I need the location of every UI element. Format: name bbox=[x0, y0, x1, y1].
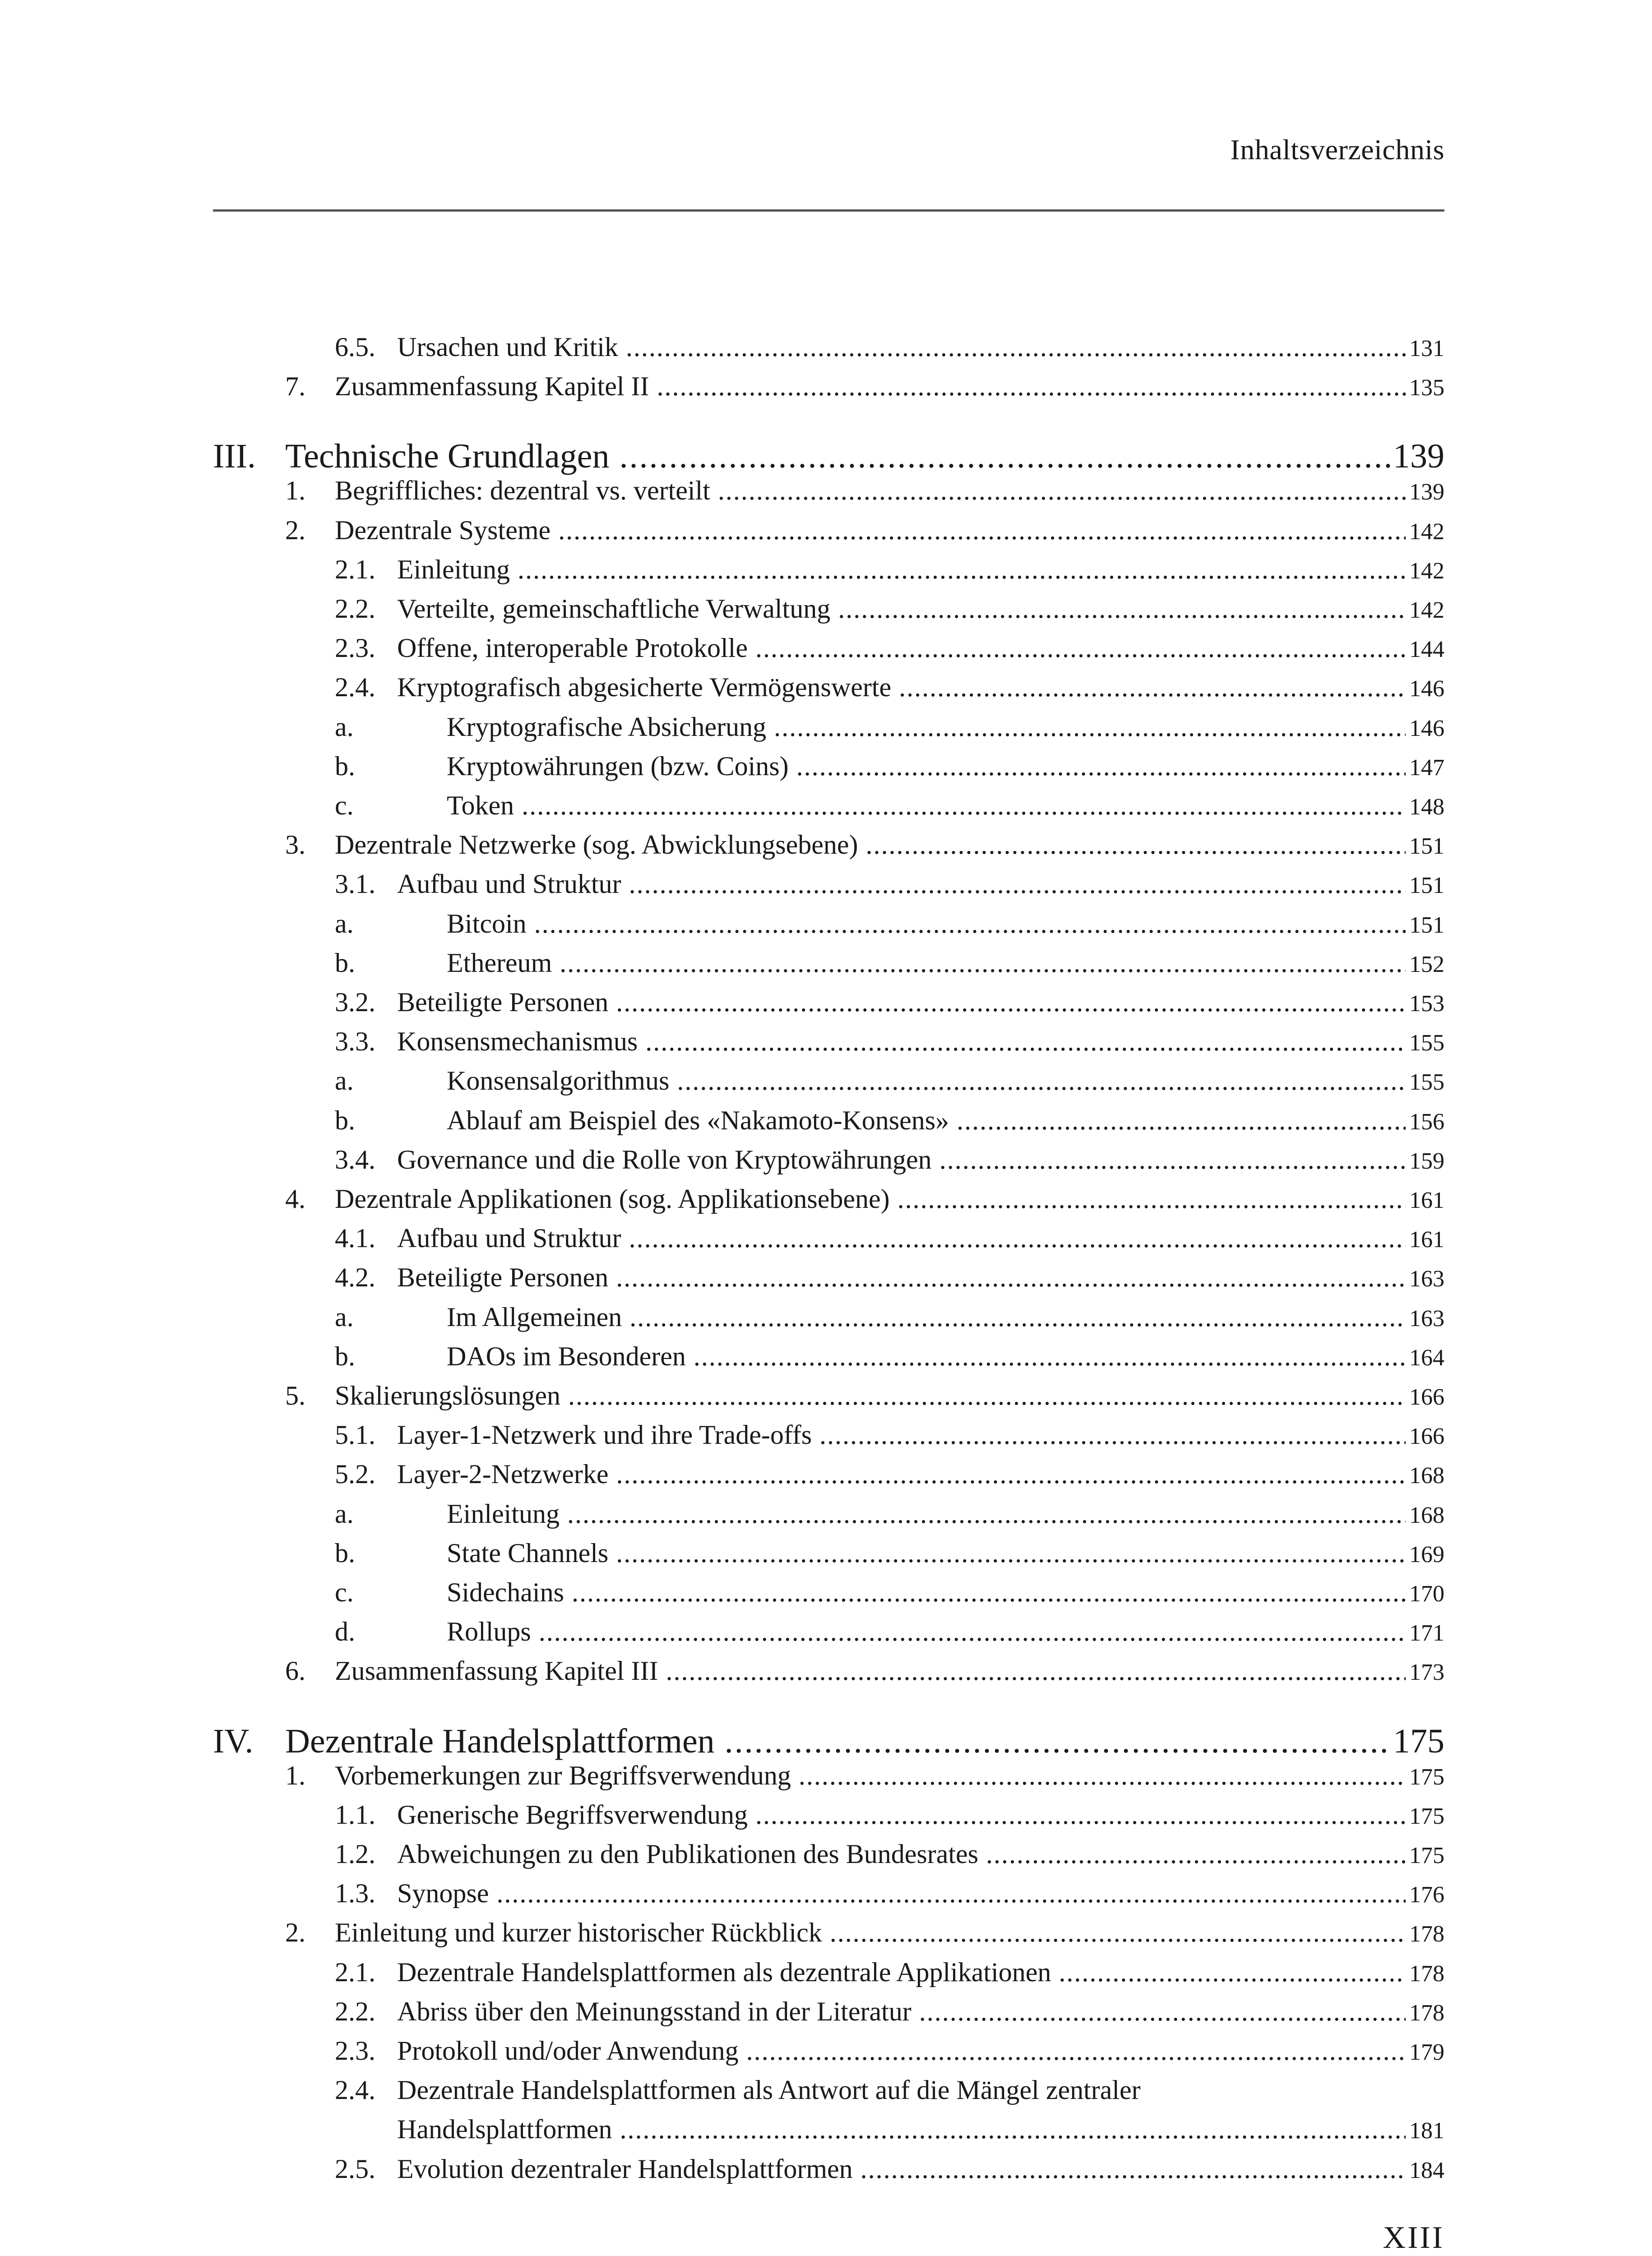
toc-entry-number: 1. bbox=[285, 1760, 305, 1790]
toc-entry bbox=[213, 2151, 1444, 2188]
toc-entry-title bbox=[335, 1181, 1406, 1216]
toc-entry-number: 6. bbox=[285, 1656, 305, 1686]
toc-entry-page: 156 bbox=[1409, 1109, 1444, 1135]
toc-entry-number: a. bbox=[335, 712, 354, 742]
toc-entry-page: 135 bbox=[1409, 375, 1444, 401]
toc-entry bbox=[213, 552, 1444, 589]
toc-entry-title bbox=[397, 552, 1406, 587]
toc-entry-title bbox=[397, 1994, 1406, 2029]
toc-entry-title bbox=[447, 1299, 1406, 1335]
toc-entry-number: 5.2. bbox=[335, 1459, 375, 1489]
toc-entry bbox=[213, 827, 1444, 864]
toc-entry-title-text: Aufbau und Struktur bbox=[397, 869, 621, 899]
toc-entry-page: 144 bbox=[1409, 637, 1444, 663]
toc-entry-title-text: Kryptowährungen (bzw. Coins) bbox=[447, 751, 789, 781]
toc-entry-title-text: Offene, interoperable Protokolle bbox=[397, 633, 748, 663]
toc-entry-title bbox=[397, 329, 1406, 365]
toc-entry-title bbox=[397, 2112, 1406, 2147]
toc-entry-title-text: Kryptografische Absicherung bbox=[447, 712, 767, 742]
toc-entry-page: 168 bbox=[1409, 1502, 1444, 1528]
toc-entry-title-text: Synopse bbox=[397, 1878, 489, 1909]
toc-entry-page: 169 bbox=[1409, 1541, 1444, 1567]
toc-entry-title bbox=[335, 1378, 1406, 1413]
toc-entry bbox=[213, 1378, 1444, 1415]
toc-entry-number: 3.4. bbox=[335, 1144, 375, 1174]
toc-entry-title bbox=[397, 630, 1406, 666]
toc-entry-title-text: DAOs im Besonderen bbox=[447, 1341, 686, 1371]
toc-entry bbox=[213, 1994, 1444, 2031]
toc-entry-number: 2.3. bbox=[335, 633, 375, 663]
toc-entry-page: 146 bbox=[1409, 676, 1444, 702]
toc-entry-title bbox=[447, 1063, 1406, 1098]
toc-entry-page: 153 bbox=[1409, 991, 1444, 1017]
toc-entry-title-text: Handelsplattformen bbox=[397, 2114, 612, 2145]
toc-entry-number: 2.3. bbox=[335, 2036, 375, 2066]
toc-entry bbox=[213, 591, 1444, 628]
toc-entry-title bbox=[397, 866, 1406, 901]
toc-entry-number: 1.3. bbox=[335, 1878, 375, 1909]
toc-entry bbox=[213, 1955, 1444, 1992]
toc-chapter-entry bbox=[213, 1721, 1444, 1761]
toc-entry-title-text: Dezentrale Systeme bbox=[335, 515, 551, 545]
toc-entry bbox=[213, 1417, 1444, 1454]
toc-entry-number: a. bbox=[335, 1066, 354, 1096]
toc-entry-title bbox=[397, 1260, 1406, 1295]
toc-entry bbox=[213, 1063, 1444, 1100]
toc-entry bbox=[213, 985, 1444, 1022]
toc-entry bbox=[213, 1299, 1444, 1336]
toc-entry-number: c. bbox=[335, 791, 354, 820]
toc-entry-page: 170 bbox=[1409, 1581, 1444, 1607]
toc-entry-title bbox=[285, 1721, 1391, 1761]
toc-entry-number: b. bbox=[335, 1341, 355, 1371]
toc-entry-number: IV. bbox=[213, 1722, 254, 1760]
toc-entry-title-text: Ursachen und Kritik bbox=[397, 332, 618, 362]
toc-entry-page: 175 bbox=[1409, 1843, 1444, 1868]
toc-entry bbox=[213, 1142, 1444, 1179]
toc-entry-title-text: Verteilte, gemeinschaftliche Verwaltung bbox=[397, 594, 831, 624]
running-header: Inhaltsverzeichnis bbox=[1230, 134, 1444, 166]
toc-entry-title-text: Ablauf am Beispiel des «Nakamoto-Konsens» bbox=[447, 1105, 949, 1135]
toc-entry-number: 1.2. bbox=[335, 1839, 375, 1869]
toc-entry bbox=[213, 1614, 1444, 1651]
toc-entry-title bbox=[335, 1758, 1406, 1793]
toc-entry-page: 161 bbox=[1409, 1188, 1444, 1213]
toc-entry-number: a. bbox=[335, 1498, 354, 1529]
toc-entry-number: 4. bbox=[285, 1184, 305, 1214]
toc-entry-number: 2.4. bbox=[335, 2075, 375, 2105]
toc-entry-number: 2.4. bbox=[335, 672, 375, 703]
toc-entry-page: 166 bbox=[1409, 1424, 1444, 1450]
toc-entry-title-text: Sidechains bbox=[447, 1577, 564, 1607]
toc-entry-title bbox=[397, 2151, 1406, 2187]
toc-entry-title bbox=[335, 513, 1406, 548]
toc-entry bbox=[213, 1575, 1444, 1612]
toc-entry-page: 151 bbox=[1409, 912, 1444, 938]
toc-entry-page: 179 bbox=[1409, 2039, 1444, 2065]
toc-entry-number: 5.1. bbox=[335, 1420, 375, 1450]
toc-entry-page: 173 bbox=[1409, 1660, 1444, 1686]
toc-entry bbox=[213, 1496, 1444, 1533]
toc-entry-title bbox=[397, 1797, 1406, 1832]
toc-entry-page: 155 bbox=[1409, 1069, 1444, 1096]
toc-entry-title-text: Einleitung bbox=[397, 554, 510, 584]
toc-entry-page: 131 bbox=[1409, 336, 1444, 361]
toc-entry-number: 3. bbox=[285, 830, 305, 860]
toc-entry-title bbox=[447, 709, 1406, 744]
toc-entry-title bbox=[447, 906, 1406, 941]
toc-entry bbox=[213, 1535, 1444, 1572]
toc-entry bbox=[213, 1456, 1444, 1493]
toc-entry-number: 2.1. bbox=[335, 1957, 375, 1987]
toc-entry-page: 151 bbox=[1409, 833, 1444, 860]
toc-entry-title-text: Protokoll und/oder Anwendung bbox=[397, 2036, 739, 2066]
toc-entry-title-text: Governance und die Rolle von Kryptowährungen bbox=[397, 1144, 932, 1174]
toc-entry bbox=[213, 749, 1444, 786]
toc-entry bbox=[213, 670, 1444, 707]
toc-entry-page: 139 bbox=[1393, 437, 1444, 476]
toc-entry-page: 146 bbox=[1409, 715, 1444, 741]
toc-entry bbox=[213, 945, 1444, 982]
toc-entry-number: 1. bbox=[285, 476, 305, 506]
toc-entry bbox=[213, 1024, 1444, 1061]
toc-entry bbox=[213, 906, 1444, 943]
toc-entry-title bbox=[447, 1339, 1406, 1374]
toc-entry-page: 147 bbox=[1409, 754, 1444, 781]
toc-entry-title-text: Beteiligte Personen bbox=[397, 1262, 609, 1293]
toc-entry-title bbox=[447, 1535, 1406, 1571]
toc-entry-title-text: Dezentrale Handelsplattformen bbox=[285, 1722, 715, 1760]
toc-entry-title-text: Dezentrale Handelsplattformen als Antwort auf die Mängel zentraler bbox=[397, 2075, 1141, 2105]
toc-entry-title-text: Zusammenfassung Kapitel II bbox=[335, 371, 649, 402]
toc-entry-title bbox=[447, 749, 1406, 784]
toc-entry-title-text: Generische Begriffsverwendung bbox=[397, 1799, 748, 1830]
toc-entry-page: 152 bbox=[1409, 951, 1444, 977]
toc-entry-number: 2.1. bbox=[335, 554, 375, 584]
toc-entry-title-text: Vorbemerkungen zur Begriffsverwendung bbox=[335, 1760, 791, 1790]
toc-entry bbox=[213, 369, 1444, 406]
toc-entry-number: 7. bbox=[285, 371, 305, 402]
toc-entry-title-text: Zusammenfassung Kapitel III bbox=[335, 1656, 658, 1686]
toc-entry-page: 163 bbox=[1409, 1305, 1444, 1331]
toc-entry-title-text: Abriss über den Meinungsstand in der Literatur bbox=[397, 1996, 912, 2026]
toc-entry-title-text: Bitcoin bbox=[447, 908, 527, 938]
toc-entry-title bbox=[447, 1496, 1406, 1531]
toc-entry-title bbox=[447, 945, 1406, 980]
toc-entry-title bbox=[335, 473, 1406, 508]
toc-entry bbox=[213, 2033, 1444, 2070]
toc-entry-title-text: Skalierungslösungen bbox=[335, 1381, 560, 1410]
toc-entry-page: 175 bbox=[1393, 1722, 1444, 1760]
toc-entry-page: 139 bbox=[1409, 479, 1444, 505]
toc-entry-number: 2.2. bbox=[335, 594, 375, 624]
toc-entry-page: 178 bbox=[1409, 1921, 1444, 1947]
toc-entry-page: 175 bbox=[1409, 1764, 1444, 1790]
toc-entry-page: 175 bbox=[1409, 1803, 1444, 1829]
toc-entry bbox=[213, 1260, 1444, 1297]
toc-entry-title-text: Layer-2-Netzwerke bbox=[397, 1459, 609, 1489]
toc-entry-title bbox=[397, 1024, 1406, 1059]
toc-entry bbox=[213, 709, 1444, 746]
toc-entry-title bbox=[335, 369, 1406, 404]
toc-entry-title bbox=[397, 985, 1406, 1020]
toc-entry-title-text: Begriffliches: dezentral vs. verteilt bbox=[335, 476, 710, 506]
toc-entry-title-text: Rollups bbox=[447, 1617, 531, 1647]
toc-entry-title bbox=[447, 1614, 1406, 1649]
toc-entry-title bbox=[335, 827, 1406, 862]
toc-entry-title bbox=[447, 1103, 1406, 1138]
toc-entry bbox=[213, 1103, 1444, 1140]
toc-entry-page: 178 bbox=[1409, 2000, 1444, 2026]
toc-entry-title-text: Einleitung bbox=[447, 1498, 560, 1529]
toc-entry-number: 3.2. bbox=[335, 987, 375, 1017]
toc-entry bbox=[213, 1181, 1444, 1218]
toc-entry-number: 3.1. bbox=[335, 869, 375, 899]
toc-entry-title bbox=[397, 670, 1406, 705]
toc-entry bbox=[213, 1915, 1444, 1952]
toc-entry-title-text: Dezentrale Applikationen (sog. Applikationsebene) bbox=[335, 1184, 890, 1214]
toc-entry bbox=[213, 2072, 1444, 2108]
toc-entry-number: 4.1. bbox=[335, 1223, 375, 1253]
toc-entry-number: b. bbox=[335, 751, 355, 781]
toc-entry bbox=[213, 2112, 1444, 2149]
toc-entry-title bbox=[447, 788, 1406, 823]
toc-entry-title-text: Im Allgemeinen bbox=[447, 1302, 622, 1332]
toc-entry-page: 142 bbox=[1409, 558, 1444, 584]
toc-entry bbox=[213, 788, 1444, 825]
toc-entry-page: 168 bbox=[1409, 1463, 1444, 1489]
toc-entry-title bbox=[397, 1876, 1406, 1911]
toc-entry bbox=[213, 1339, 1444, 1376]
toc-entry-title bbox=[397, 1417, 1406, 1452]
toc-entry-title-text: Aufbau und Struktur bbox=[397, 1223, 621, 1253]
toc-entry-title bbox=[335, 1653, 1406, 1688]
toc-entry-number: a. bbox=[335, 1302, 354, 1332]
toc-entry-page: 159 bbox=[1409, 1148, 1444, 1174]
toc-entry-page: 181 bbox=[1409, 2118, 1444, 2144]
toc-entry-title-text: Beteiligte Personen bbox=[397, 987, 609, 1017]
toc-entry-page: 164 bbox=[1409, 1345, 1444, 1371]
toc-entry-title bbox=[447, 1575, 1406, 1610]
toc-entry bbox=[213, 1653, 1444, 1690]
toc-entry-page: 171 bbox=[1409, 1620, 1444, 1646]
toc-entry-title bbox=[397, 2033, 1406, 2068]
toc-entry-page: 178 bbox=[1409, 1960, 1444, 1987]
toc-entry bbox=[213, 630, 1444, 667]
toc-entry bbox=[213, 1836, 1444, 1873]
toc-entry bbox=[213, 473, 1444, 510]
toc-entry-page: 151 bbox=[1409, 873, 1444, 899]
toc-entry-number: 1.1. bbox=[335, 1799, 375, 1830]
toc-entry-title bbox=[397, 591, 1406, 626]
toc-entry-number: b. bbox=[335, 1538, 355, 1568]
toc-entry-page: 142 bbox=[1409, 597, 1444, 623]
toc-entry-title-text: Abweichungen zu den Publikationen des Bundesrates bbox=[397, 1839, 979, 1869]
toc-entry-page: 142 bbox=[1409, 518, 1444, 545]
toc-entry-title-text: Konsensmechanismus bbox=[397, 1026, 638, 1057]
toc-entry bbox=[213, 1876, 1444, 1913]
toc-entry-title-text: Token bbox=[447, 791, 514, 820]
toc-entry-title bbox=[285, 436, 1391, 476]
toc-entry-number: 5. bbox=[285, 1381, 305, 1410]
toc-entry-title bbox=[335, 1915, 1406, 1950]
toc-entry-number: 2.5. bbox=[335, 2154, 375, 2184]
toc-entry bbox=[213, 329, 1444, 366]
toc-entry-number: b. bbox=[335, 948, 355, 978]
toc-entry-title-text: Dezentrale Netzwerke (sog. Abwicklungsebene) bbox=[335, 830, 858, 860]
toc-entry-title bbox=[397, 2072, 1441, 2108]
toc-entry-number: 2.2. bbox=[335, 1996, 375, 2026]
toc-entry-number: c. bbox=[335, 1577, 354, 1607]
toc-entry-page: 155 bbox=[1409, 1030, 1444, 1056]
toc-entry-page: 161 bbox=[1409, 1227, 1444, 1253]
toc-entry-title-text: Ethereum bbox=[447, 948, 552, 978]
toc-entry-title-text: Einleitung und kurzer historischer Rückblick bbox=[335, 1918, 822, 1948]
toc-entry-title-text: Kryptografisch abgesicherte Vermögenswerte bbox=[397, 672, 892, 703]
toc-entry bbox=[213, 513, 1444, 550]
toc-entry bbox=[213, 866, 1444, 903]
toc-entry-title bbox=[397, 1955, 1406, 1990]
toc-entry bbox=[213, 1220, 1444, 1257]
toc-entry-number: 3.3. bbox=[335, 1026, 375, 1057]
toc-entry-number: III. bbox=[213, 437, 256, 476]
toc-entry bbox=[213, 1797, 1444, 1834]
toc-entry-number: d. bbox=[335, 1617, 355, 1647]
toc-chapter-entry bbox=[213, 436, 1444, 476]
toc-entry-number: 4.2. bbox=[335, 1262, 375, 1293]
toc-entry-title bbox=[397, 1142, 1406, 1177]
toc-entry-title-text: State Channels bbox=[447, 1538, 609, 1568]
toc-entry-number: 2. bbox=[285, 515, 305, 545]
toc-entry-page: 176 bbox=[1409, 1882, 1444, 1908]
toc-entry-page: 163 bbox=[1409, 1266, 1444, 1292]
toc-entry-page: 184 bbox=[1409, 2157, 1444, 2183]
toc-entry-number: a. bbox=[335, 908, 354, 938]
toc-entry-title-text: Dezentrale Handelsplattformen als dezentrale Applikationen bbox=[397, 1957, 1051, 1987]
toc-entry-title bbox=[397, 1220, 1406, 1256]
toc-entry-number: 6.5. bbox=[335, 332, 375, 362]
toc-entry bbox=[213, 1758, 1444, 1795]
toc-entry-title bbox=[397, 1456, 1406, 1492]
page-number: XIII bbox=[1383, 2220, 1444, 2255]
toc-entry-title-text: Konsensalgorithmus bbox=[447, 1066, 670, 1096]
table-of-contents bbox=[213, 0, 1444, 2256]
toc-entry-page: 148 bbox=[1409, 794, 1444, 820]
toc-entry-title bbox=[397, 1836, 1406, 1872]
toc-entry-page: 166 bbox=[1409, 1384, 1444, 1410]
toc-entry-title-text: Evolution dezentraler Handelsplattformen bbox=[397, 2154, 853, 2184]
toc-entry-number: b. bbox=[335, 1105, 355, 1135]
toc-entry-title-text: Layer-1-Netzwerk und ihre Trade-offs bbox=[397, 1420, 812, 1450]
toc-entry-title-text: Technische Grundlagen bbox=[285, 437, 610, 476]
toc-entry-number: 2. bbox=[285, 1918, 305, 1948]
